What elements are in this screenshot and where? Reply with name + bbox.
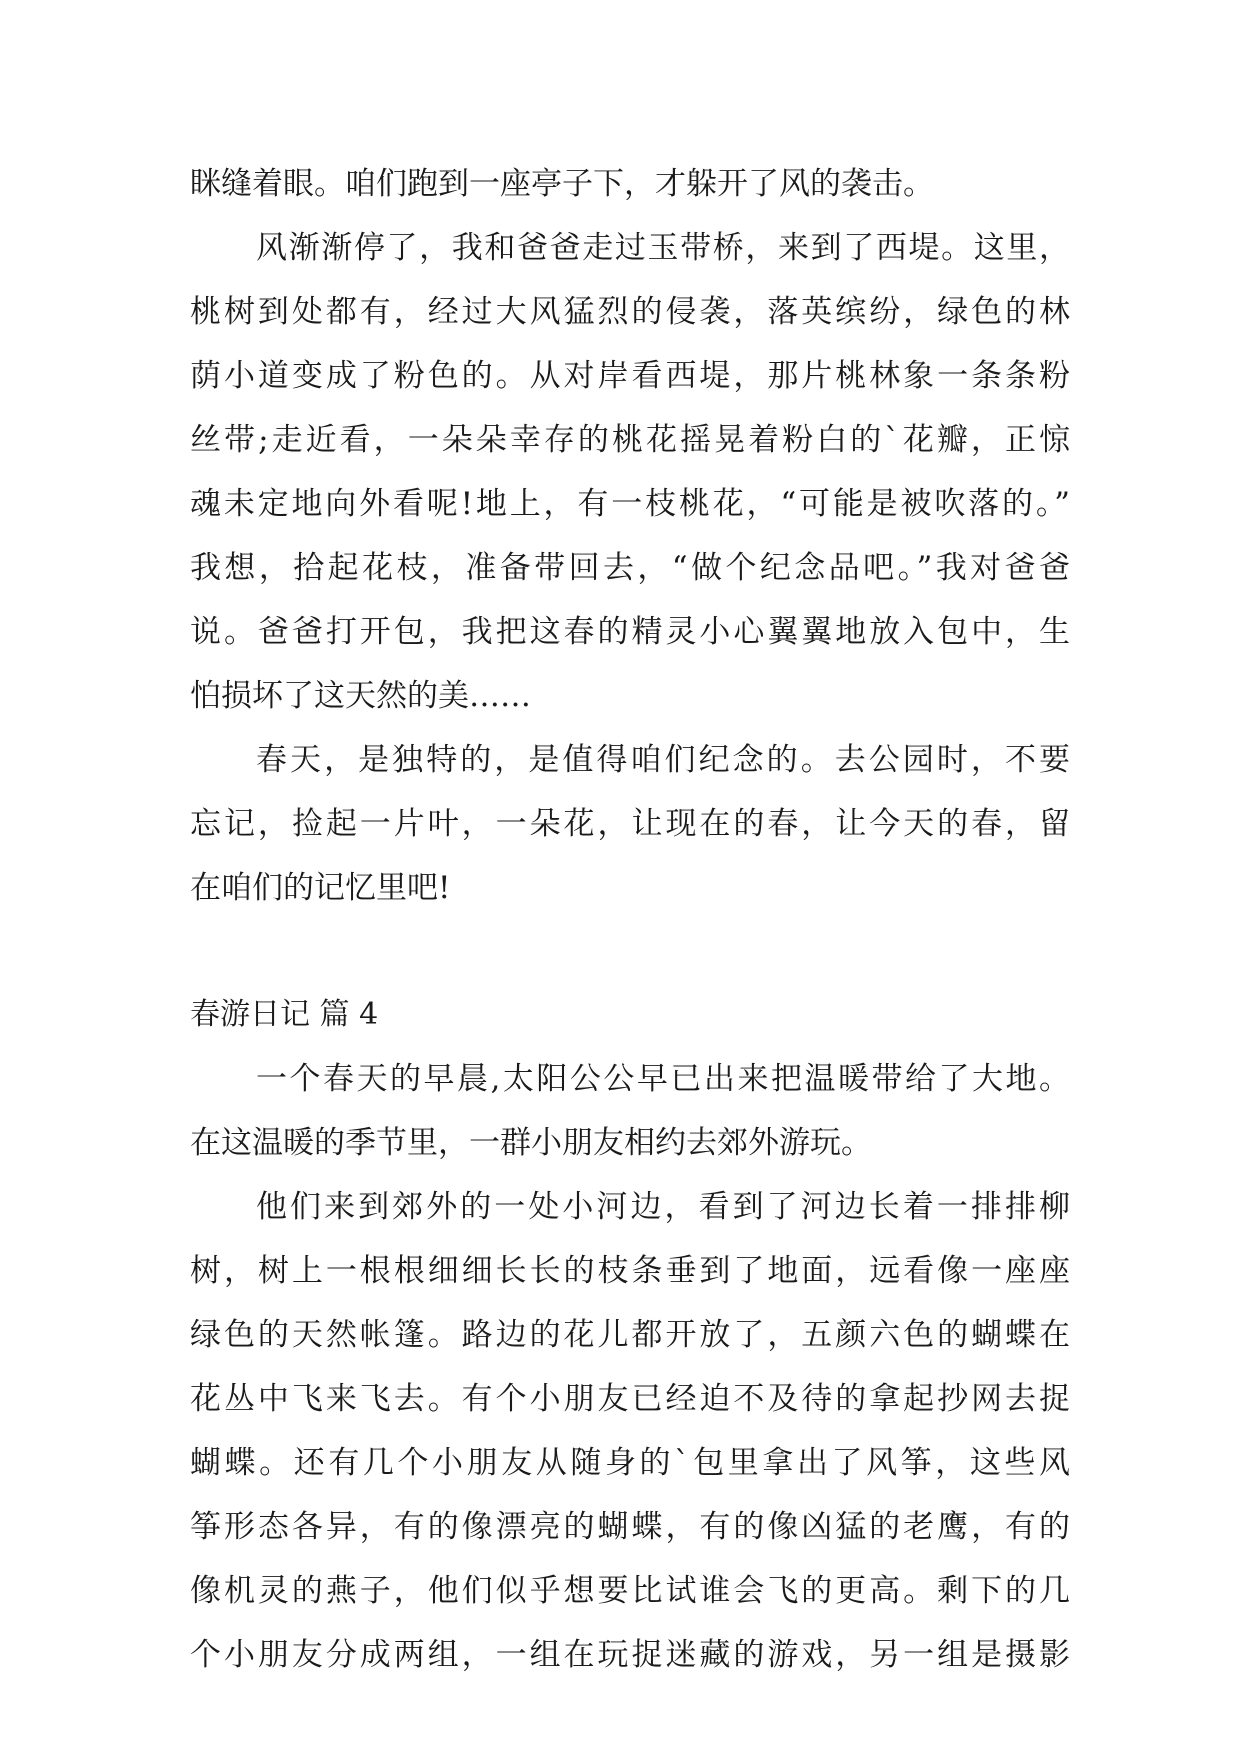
paragraph-line: 我想，拾起花枝，准备带回去，“做个纪念品吧。”我对爸爸: [190, 550, 1070, 586]
paragraph-line: 在咱们的记忆里吧!: [190, 870, 451, 906]
paragraph-line: 怕损坏了这天然的美……: [190, 678, 531, 714]
paragraph-line: 树，树上一根根细细长长的枝条垂到了地面，远看像一座座: [190, 1253, 1070, 1289]
paragraph-line: 眯缝着眼。咱们跑到一座亭子下，才躲开了风的袭击。: [190, 166, 934, 202]
paragraph-line: 一个春天的早晨,太阳公公早已出来把温暖带给了大地。: [256, 1061, 1070, 1097]
paragraph-line: 他们来到郊外的一处小河边，看到了河边长着一排排柳: [256, 1189, 1070, 1225]
paragraph-line: 蝴蝶。还有几个小朋友从随身的`包里拿出了风筝，这些风: [190, 1445, 1070, 1481]
paragraph-line: 筝形态各异，有的像漂亮的蝴蝶，有的像凶猛的老鹰，有的: [190, 1509, 1070, 1545]
paragraph-line: 桃树到处都有，经过大风猛烈的侵袭，落英缤纷，绿色的林: [190, 294, 1070, 330]
paragraph-line: 在这温暖的季节里，一群小朋友相约去郊外游玩。: [190, 1125, 872, 1161]
paragraph-line: 像机灵的燕子，他们似乎想要比试谁会飞的更高。剩下的几: [190, 1573, 1070, 1609]
paragraph-line: 春天，是独特的，是值得咱们纪念的。去公园时，不要: [256, 742, 1070, 778]
paragraph-line: 绿色的天然帐篷。路边的花儿都开放了，五颜六色的蝴蝶在: [190, 1317, 1070, 1353]
paragraph-line: 荫小道变成了粉色的。从对岸看西堤，那片桃林象一条条粉: [190, 358, 1070, 394]
paragraph-line: 个小朋友分成两组，一组在玩捉迷藏的游戏，另一组是摄影: [190, 1637, 1070, 1673]
paragraph-line: 忘记，捡起一片叶，一朵花，让现在的春，让今天的春，留: [190, 806, 1070, 842]
paragraph-line: 说。爸爸打开包，我把这春的精灵小心翼翼地放入包中，生: [190, 614, 1070, 650]
paragraph-line: 花丛中飞来飞去。有个小朋友已经迫不及待的拿起抄网去捉: [190, 1381, 1070, 1417]
paragraph-line: 魂未定地向外看呢!地上，有一枝桃花，“可能是被吹落的。”: [190, 486, 1070, 522]
paragraph-line: 风渐渐停了，我和爸爸走过玉带桥，来到了西堤。这里，: [256, 230, 1070, 266]
paragraph-line: 丝带;走近看，一朵朵幸存的桃花摇晃着粉白的`花瓣，正惊: [190, 422, 1070, 458]
section-heading: 春游日记 篇 4: [190, 997, 379, 1032]
